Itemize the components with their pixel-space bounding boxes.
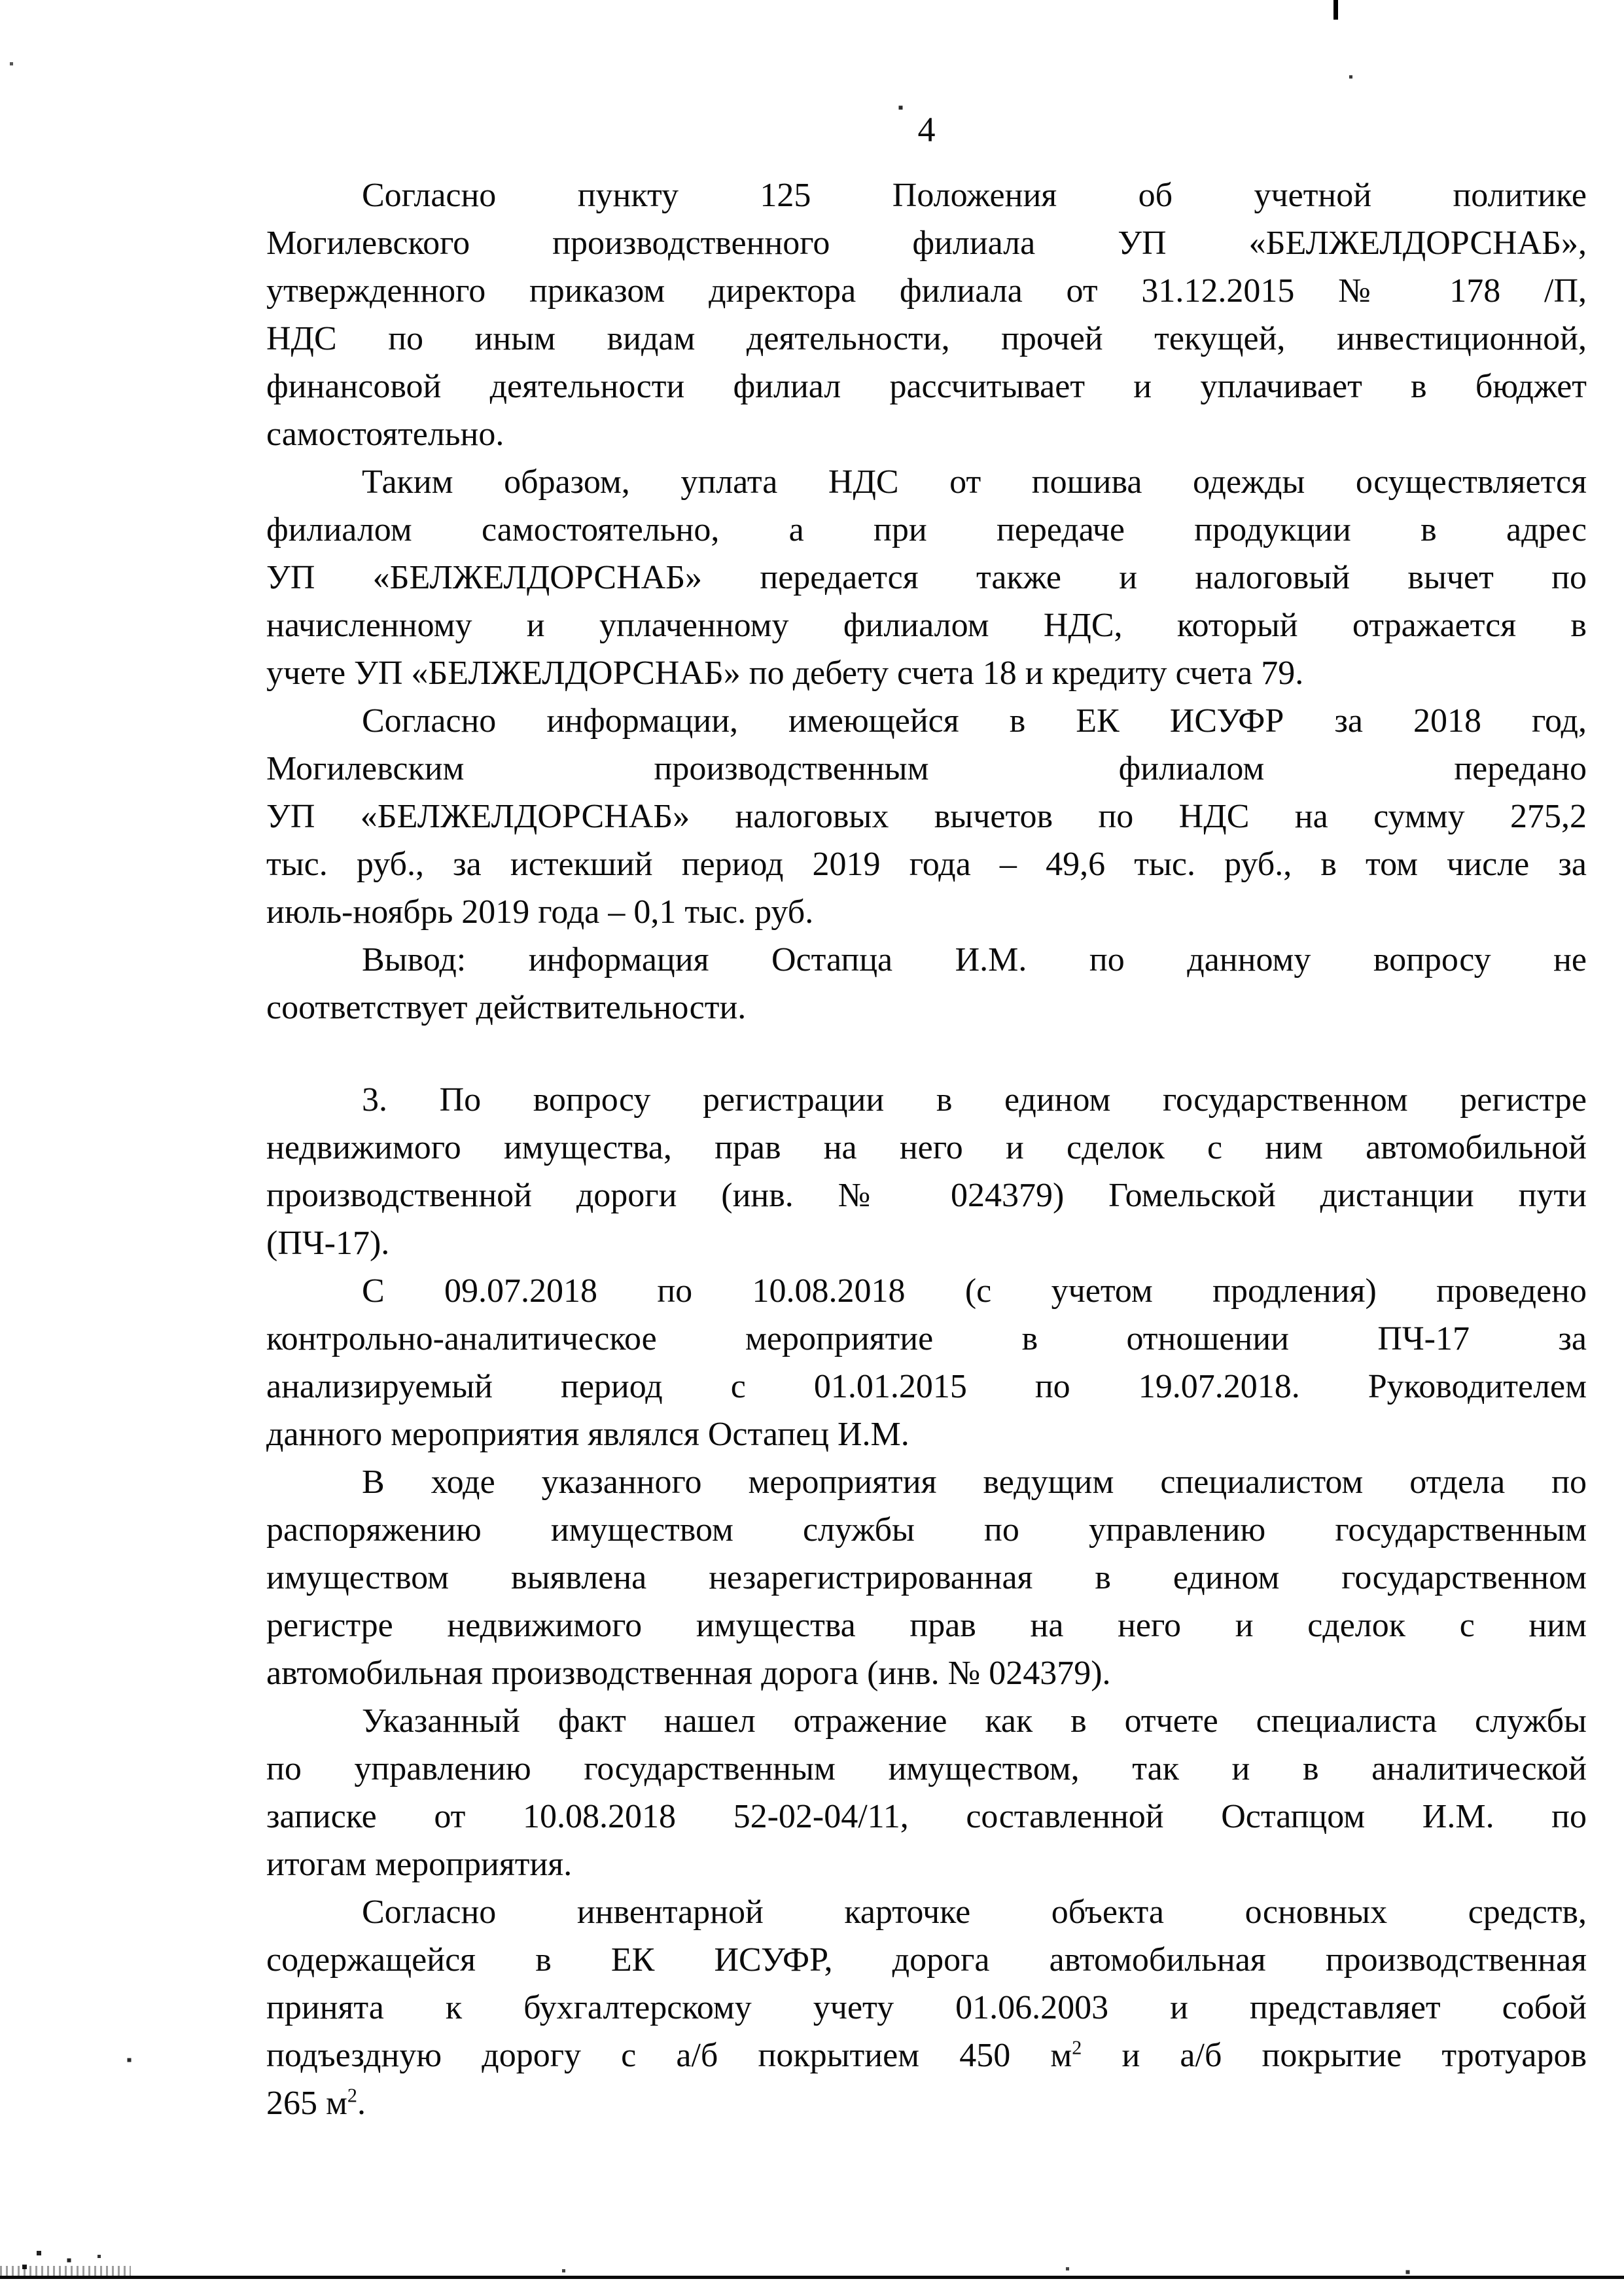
text-line: УП «БЕЛЖЕЛДОРСНАБ» передается также и налоговый вычет по — [266, 559, 1587, 596]
text-line: по управлению государственным имуществом, так и в аналитической — [266, 1750, 1587, 1787]
text-line: записке от 10.08.2018 52-02-04/11, составленной Остапцом И.М. по — [266, 1798, 1587, 1835]
paragraph-8 — [266, 1888, 1587, 2127]
paragraph-conclusion — [266, 936, 1587, 1031]
text-line: Таким образом, уплата НДС от пошива одежды осуществляется — [362, 463, 1587, 501]
text-line: тыс. руб., за истекший период 2019 года – 49,6 тыс. руб., в том числе за — [266, 846, 1587, 883]
text-line: регистре недвижимого имущества прав на него и сделок с ним — [266, 1607, 1587, 1644]
text-line: Вывод: информация Остапца И.М. по данному вопросу не — [362, 941, 1587, 978]
text-line: имуществом выявлена незарегистрированная в едином государственном — [266, 1559, 1587, 1596]
page-number: 4 — [917, 110, 936, 149]
text-line: учете УП «БЕЛЖЕЛДОРСНАБ» по дебету счета 18 и кредиту счета 79. — [266, 655, 1304, 692]
paragraph-1 — [266, 171, 1587, 458]
text-line: распоряжению имуществом службы по управлению государственным — [266, 1511, 1587, 1549]
text-line: В ходе указанного мероприятия ведущим специалистом отдела по — [362, 1463, 1587, 1501]
text-line: итогам мероприятия. — [266, 1846, 573, 1883]
scan-smudge — [0, 2266, 131, 2276]
text-line: С 09.07.2018 по 10.08.2018 (с учетом продления) проведено — [362, 1272, 1587, 1310]
scan-corner-tick — [1333, 0, 1338, 20]
text-line: Согласно инвентарной карточке объекта основных средств, — [362, 1893, 1587, 1931]
text-segment: подъездную дорогу с а/б покрытием 450 м — [266, 2037, 1072, 2074]
text-line: соответствует действительности. — [266, 989, 747, 1026]
text-line: Согласно пункту 125 Положения об учетной политике — [362, 177, 1587, 214]
text-line: анализируемый период с 01.01.2015 по 19.07.2018. Руководителем — [266, 1368, 1587, 1405]
text-line: самостоятельно. — [266, 416, 504, 453]
text-line: производственной дороги (инв. № 024379) Гомельской дистанции пути — [266, 1177, 1587, 1214]
document-text-block — [266, 171, 1587, 2127]
text-line: автомобильная производственная дорога (инв. № 024379). — [266, 1655, 1111, 1692]
paragraph-5 — [266, 1267, 1587, 1458]
paragraph-section-3 — [266, 1076, 1587, 1267]
text-segment: . — [357, 2085, 366, 2122]
superscript-square: 2 — [347, 2084, 357, 2107]
text-line: начисленному и уплаченному филиалом НДС, который отражается в — [266, 607, 1587, 644]
paragraph-2 — [266, 458, 1587, 697]
text-line: УП «БЕЛЖЕЛДОРСНАБ» налоговых вычетов по НДС на сумму 275,2 — [266, 798, 1587, 835]
text-line: Могилевским производственным филиалом передано — [266, 750, 1587, 787]
text-line: Указанный факт нашел отражение как в отчете специалиста службы — [362, 1702, 1587, 1740]
paragraph-gap — [266, 1031, 1587, 1076]
scan-speckles — [0, 0, 2, 2]
text-line: принята к бухгалтерскому учету 01.06.2003 и представляет собой — [266, 1989, 1587, 2026]
text-segment: 265 м — [266, 2085, 347, 2122]
text-line: недвижимого имущества, прав на него и сделок с ним автомобильной — [266, 1129, 1587, 1166]
text-line — [266, 2079, 1587, 2127]
text-line: утвержденного приказом директора филиала от 31.12.2015 № 178 /П, — [266, 272, 1587, 310]
text-line: НДС по иным видам деятельности, прочей текущей, инвестиционной, — [266, 320, 1587, 357]
text-line: финансовой деятельности филиал рассчитывает и уплачивает в бюджет — [266, 368, 1587, 405]
scan-artifact-line — [0, 2276, 1624, 2279]
paragraph-7 — [266, 1697, 1587, 1888]
paragraph-3 — [266, 697, 1587, 936]
text-line: филиалом самостоятельно, а при передаче продукции в адрес — [266, 511, 1587, 548]
text-line: 3. По вопросу регистрации в едином государственном регистре — [362, 1081, 1587, 1119]
text-line: контрольно-аналитическое мероприятие в отношении ПЧ-17 за — [266, 1320, 1587, 1357]
superscript-square: 2 — [1072, 2036, 1082, 2059]
text-line: июль-ноябрь 2019 года – 0,1 тыс. руб. — [266, 893, 814, 931]
text-line: данного мероприятия являлся Остапец И.М. — [266, 1416, 909, 1453]
text-segment: и а/б покрытие тротуаров — [1082, 2037, 1587, 2074]
text-line — [266, 2032, 1587, 2079]
text-line: (ПЧ-17). — [266, 1225, 390, 1262]
paragraph-6 — [266, 1458, 1587, 1697]
text-line: Согласно информации, имеющейся в ЕК ИСУФР за 2018 год, — [362, 702, 1587, 740]
text-line: содержащейся в ЕК ИСУФР, дорога автомобильная производственная — [266, 1941, 1587, 1979]
text-line: Могилевского производственного филиала УП «БЕЛЖЕЛДОРСНАБ», — [266, 224, 1587, 262]
